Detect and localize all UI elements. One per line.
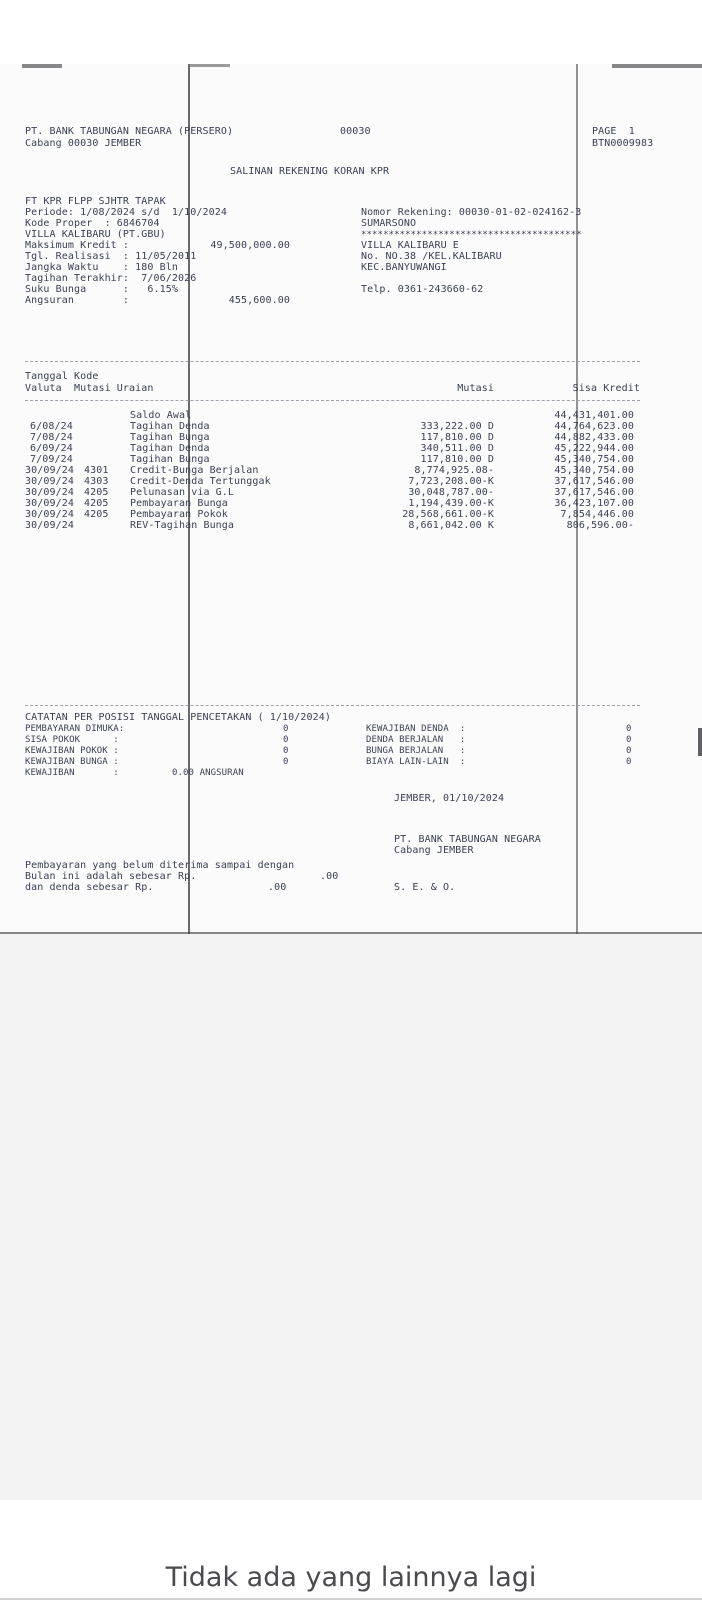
phone: Telp. 0361-243660-62	[361, 284, 484, 295]
tx-amount: 8,661,042.00 K	[408, 520, 494, 531]
note-right-value: 0	[626, 746, 632, 756]
note-right-value: 0	[626, 757, 632, 767]
account-number: Nomor Rekening: 00030-01-02-024162-3	[361, 207, 582, 218]
tx-balance: 45,340,754.00	[554, 465, 634, 476]
note-left-label: KEWAJIBAN POKOK :	[25, 746, 119, 756]
tx-amount: 8,774,925.08-	[414, 465, 494, 476]
tx-amount: 30,048,787.00-	[408, 487, 494, 498]
note-left-value: 0	[283, 724, 289, 734]
tx-date: 6/09/24	[30, 443, 73, 454]
customer-name: SUMARSONO	[361, 218, 417, 229]
tx-amount: 7,723,208.00-K	[408, 476, 494, 487]
tx-date: 30/09/24	[25, 509, 74, 520]
footer-note-line-2-value: .00	[320, 871, 339, 882]
tx-balance: 44,764,623.00	[554, 421, 634, 432]
tx-balance: 45,340,754.00	[554, 454, 634, 465]
tx-desc: Saldo Awal	[130, 410, 192, 421]
tx-balance: 37,617,546.00	[554, 476, 634, 487]
end-of-list-message: Tidak ada yang lainnya lagi	[165, 1562, 537, 1593]
tx-desc: Tagihan Denda	[130, 443, 210, 454]
tx-date: 30/09/24	[25, 487, 74, 498]
tx-code: 4205	[84, 509, 109, 520]
column-header-mutasi: Mutasi	[457, 383, 494, 394]
tx-desc: Credit-Denda Tertunggak	[130, 476, 271, 487]
note-right-label: BUNGA BERJALAN :	[366, 746, 466, 756]
footer-note-line-1: Pembayaran yang belum diterima sampai dengan	[25, 860, 295, 871]
tx-amount: 117,810.00 D	[420, 454, 494, 465]
bank-name: PT. BANK TABUNGAN NEGARA (PERSERO)	[25, 126, 234, 137]
tx-code: 4301	[84, 465, 109, 476]
footer-note-line-3: dan denda sebesar Rp.	[25, 882, 154, 893]
realisasi-date: Tgl. Realisasi : 11/05/2011	[25, 251, 197, 262]
tx-balance: 44,882,433.00	[554, 432, 634, 443]
tx-date: 7/08/24	[30, 432, 73, 443]
tx-date: 30/09/24	[25, 465, 74, 476]
signature-note: S. E. & O.	[394, 882, 456, 893]
note-right-value: 0	[626, 735, 632, 745]
address-line-1: VILLA KALIBARU E	[361, 240, 459, 251]
address-line-3: KEC.BANYUWANGI	[361, 262, 447, 273]
tx-desc: Tagihan Bunga	[130, 432, 210, 443]
scan-edge-left	[22, 64, 62, 68]
document-title: SALINAN REKENING KORAN KPR	[230, 166, 390, 177]
address-line-2: No. NO.38 /KEL.KALIBARU	[361, 251, 502, 262]
scan-edge-mid	[190, 64, 230, 67]
tx-amount: 1,194,439.00-K	[408, 498, 494, 509]
end-of-list-footer	[0, 1500, 702, 1600]
divider-notes	[25, 705, 640, 706]
max-credit-value: 49,500,000.00	[210, 240, 290, 251]
tx-desc: Pelunasan via G.L	[130, 487, 235, 498]
branch-name: Cabang 00030 JEMBER	[25, 138, 142, 149]
tx-desc: Pembayaran Pokok	[130, 509, 228, 520]
tx-desc: Tagihan Bunga	[130, 454, 210, 465]
transaction-row	[0, 520, 702, 532]
jangka-waktu: Jangka Waktu : 180 Bln	[25, 262, 179, 273]
app-top-bar	[0, 0, 702, 64]
tx-amount: 340,511.00 D	[420, 443, 494, 454]
tx-balance: 44,431,401.00	[554, 410, 634, 421]
tx-amount: 28,568,661.00-K	[402, 509, 494, 520]
tx-balance: 806,596.00-	[566, 520, 634, 531]
tx-amount: 333,222.00 D	[420, 421, 494, 432]
tagihan-terakhir: Tagihan Terakhir: 7/06/2026	[25, 273, 197, 284]
tx-balance: 45,222,944.00	[554, 443, 634, 454]
tx-desc: Credit-Bunga Berjalan	[130, 465, 259, 476]
footer-note-line-2: Bulan ini adalah sebesar Rp.	[25, 871, 197, 882]
divider-top	[25, 361, 640, 362]
product-name: FT KPR FLPP SJHTR TAPAK	[25, 196, 166, 207]
tx-code: 4205	[84, 487, 109, 498]
suku-bunga: Suku Bunga : 6.15%	[25, 284, 179, 295]
tx-amount: 117,810.00 D	[420, 432, 494, 443]
angsuran-value: 455,600.00	[228, 295, 290, 306]
column-header-sisa-kredit: Sisa Kredit	[572, 383, 640, 394]
note-kewajiban-value: 0.00 ANGSURAN	[172, 768, 244, 778]
tx-balance: 37,617,546.00	[554, 487, 634, 498]
note-right-label: KEWAJIBAN DENDA :	[366, 724, 466, 734]
tx-code: 4303	[84, 476, 109, 487]
tx-desc: Pembayaran Bunga	[130, 498, 228, 509]
scan-edge-right	[612, 64, 702, 68]
column-header-row2: Valuta Mutasi Uraian	[25, 383, 154, 394]
document-image[interactable]	[0, 64, 702, 934]
note-left-label: SISA POKOK :	[25, 735, 119, 745]
tx-date: 30/09/24	[25, 498, 74, 509]
notes-title: CATATAN PER POSISI TANGGAL PENCETAKAN ( 1/10/2024)	[25, 712, 332, 723]
note-right-label: BIAYA LAIN-LAIN :	[366, 757, 466, 767]
footer-bank: PT. BANK TABUNGAN NEGARA	[394, 834, 541, 845]
angsuran-label: Angsuran :	[25, 295, 130, 306]
tx-date: 7/09/24	[30, 454, 73, 465]
note-kewajiban-label: KEWAJIBAN :	[25, 768, 119, 778]
branch-code: 00030	[340, 126, 371, 137]
note-right-value: 0	[626, 724, 632, 734]
note-left-value: 0	[283, 746, 289, 756]
place-date: JEMBER, 01/10/2024	[394, 793, 505, 804]
transaction-table	[0, 410, 702, 550]
footer-branch: Cabang JEMBER	[394, 845, 474, 856]
stars-divider: ****************************************	[361, 230, 582, 240]
scan-edge-right-corner	[698, 728, 702, 756]
column-header-row1: Tanggal Kode	[25, 371, 99, 382]
note-left-label: KEWAJIBAN BUNGA :	[25, 757, 119, 767]
max-credit-label: Maksimum Kredit :	[25, 240, 130, 251]
tx-desc: REV-Tagihan Bunga	[130, 520, 235, 531]
doc-code: BTN0009983	[592, 138, 654, 149]
tx-date: 30/09/24	[25, 520, 74, 531]
note-left-label: PEMBAYARAN DIMUKA:	[25, 724, 125, 734]
project-name: VILLA KALIBARU (PT.GBU)	[25, 229, 166, 240]
note-left-value: 0	[283, 735, 289, 745]
tx-date: 30/09/24	[25, 476, 74, 487]
tx-balance: 36,423,107.00	[554, 498, 634, 509]
page-label: PAGE 1	[592, 126, 635, 137]
tx-code: 4205	[84, 498, 109, 509]
note-right-label: DENDA BERJALAN :	[366, 735, 466, 745]
tx-desc: Tagihan Denda	[130, 421, 210, 432]
period: Periode: 1/08/2024 s/d 1/10/2024	[25, 207, 227, 218]
tx-date: 6/08/24	[30, 421, 73, 432]
divider-header	[25, 400, 640, 401]
kode-proper: Kode Proper : 6846704	[25, 218, 160, 229]
scan-edge-bottom	[0, 932, 702, 934]
footer-note-line-3-value: .00	[268, 882, 287, 893]
note-left-value: 0	[283, 757, 289, 767]
tx-balance: 7,854,446.00	[560, 509, 634, 520]
